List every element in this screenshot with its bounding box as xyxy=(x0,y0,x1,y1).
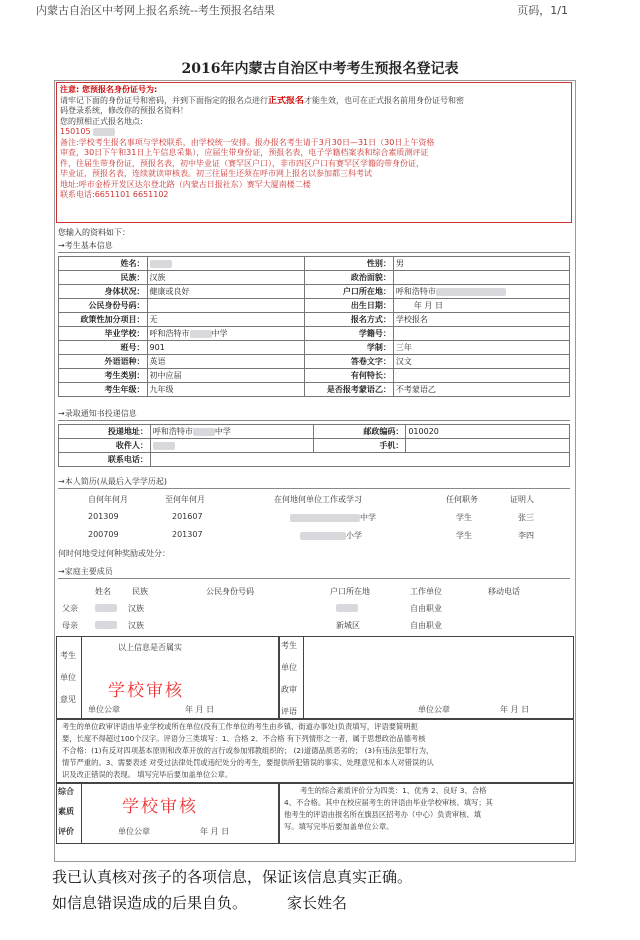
seal-label: 单位公章 xyxy=(118,827,150,836)
resume-cell: 李四 xyxy=(518,531,534,540)
review-label: 单位 xyxy=(281,663,297,672)
family-cell: 汉族 xyxy=(128,604,144,613)
family-cell: 汉族 xyxy=(128,621,144,630)
notice-box xyxy=(56,82,572,223)
confirm-question: 以上信息是否属实 xyxy=(118,643,182,652)
notice-line: 码登录系统，修改你的预报名资料！ xyxy=(60,106,188,115)
instruction-line: 要，长度不得超过100个汉字。评语分三类填写：1、合格 2、不合格 有下列情形之一者，属于思想政治品德考核 xyxy=(62,734,426,743)
family-cell: 父亲 xyxy=(62,604,78,613)
notice-line: 150105 xyxy=(60,127,568,138)
resume-cell: 201307 xyxy=(172,530,203,539)
resume-cell: 学生 xyxy=(456,513,472,522)
table-row: 身体状况： 健康或良好 户口所在地： 呼和浩特市 xyxy=(59,285,570,299)
resume-cell: 200709 xyxy=(88,530,119,539)
table-row: 民族： 汉族 政治面貌： xyxy=(59,271,570,285)
family-header: 民族 xyxy=(132,587,148,596)
notice-line: 注意: 您预报名身份证号为: xyxy=(60,85,158,94)
opinion-label: 意见 xyxy=(60,695,76,704)
notice-line: 毕业证，预报名表，连续就读审核表。初三往届生还须在呼市网上报名以参加都三科考试 xyxy=(60,169,372,178)
family-header: 户口所在地 xyxy=(330,587,370,596)
basic-info-table xyxy=(58,256,570,397)
school-review-stamp: 学校审核 xyxy=(108,681,184,701)
section-basic: →考生基本信息 xyxy=(58,240,570,253)
resume-header: 任何职务 xyxy=(446,495,478,504)
resume-cell: 小学 xyxy=(300,530,362,541)
family-cell: 自由职业 xyxy=(410,621,442,630)
table-row: 投递地址： 呼和浩特市 中学 邮政编码： 010020 xyxy=(59,425,570,439)
awards-label: 何时何地受过何种奖励或处分： xyxy=(58,549,170,558)
instruction-line: 识及改正错误的表现。 填写完毕后要加盖单位公章。 xyxy=(62,770,233,779)
entered-label: 您输入的资料如下： xyxy=(58,228,130,237)
table-row: 毕业学校： 呼和浩特市 中学 学籍号： xyxy=(59,327,570,341)
comprehensive-label: 综合 xyxy=(58,787,74,796)
form-title: 2016年内蒙古自治区中考考生预报名登记表 xyxy=(181,61,459,77)
section-resume: →本人简历(从最后入学学历起) xyxy=(58,476,570,489)
resume-cell: 201309 xyxy=(88,512,119,521)
print-header xyxy=(0,0,640,18)
table-row: 考生类别： 初中应届 有何特长： xyxy=(59,369,570,383)
review-label: 考生 xyxy=(281,641,297,650)
notice-line: 您的照相正式报名地点: xyxy=(60,116,143,126)
family-header: 姓名 xyxy=(95,587,111,596)
resume-header: 证明人 xyxy=(510,495,534,504)
mail-info-table xyxy=(58,424,570,467)
resume-header: 在何地何单位工作或学习 xyxy=(274,495,362,504)
family-cell: 自由职业 xyxy=(410,604,442,613)
family-header: 移动电话 xyxy=(488,587,520,596)
instruction-line: 情节严重的。3、需要表述 对受过法律处罚或违纪处分的考生，要提供所犯错误的事实、处理意见和本人对错误的认 xyxy=(62,758,434,767)
family-cell xyxy=(95,603,117,612)
comprehensive-label: 素质 xyxy=(58,807,74,816)
notice-line: 备注:学校考生报名事项与学校联系，由学校统一安排。报办报名考生请于3月30日—31日（30日上午资格 xyxy=(60,137,435,147)
family-header: 工作单位 xyxy=(410,587,442,596)
resume-header: 至何年何月 xyxy=(165,495,205,504)
system-title: 内蒙古自治区中考网上报名系统--考生预报名结果 xyxy=(36,4,275,17)
review-label: 评语 xyxy=(281,707,297,716)
notice-line: 请牢记下面的身份证号和密码，并到下面指定的报名点进行正式报名才能生效，也可在正式报名前用身份证号和密 xyxy=(60,95,465,106)
school-review-stamp: 学校审核 xyxy=(122,797,198,817)
notice-line: 联系电话:6651101 6651102 xyxy=(60,190,169,199)
family-cell xyxy=(95,620,117,629)
date-label: 年 月 日 xyxy=(500,705,530,714)
opinion-label: 考生 xyxy=(60,651,76,660)
pledge-line-1: 我已认真核对孩子的各项信息，保证该信息真实正确。 xyxy=(52,868,413,886)
resume-header: 自何年何月 xyxy=(88,495,128,504)
family-cell xyxy=(336,603,358,612)
family-cell: 母亲 xyxy=(62,621,78,630)
notice-line: 审查，30日下午和31日上午信息采集），应届生带身份证，预报名表，电子学籍档案表和综合素质测评证 xyxy=(60,148,429,157)
opinion-label: 单位 xyxy=(60,673,76,682)
comprehensive-label: 评价 xyxy=(58,827,74,836)
resume-cell: 学生 xyxy=(456,531,472,540)
table-row: 外语语种： 英语 答卷文字： 汉文 xyxy=(59,355,570,369)
seal-label: 单位公章 xyxy=(88,705,120,714)
notice-line: 地址:呼市金桥开发区达尔登北路（内蒙古日报社东）赛罕大厦南楼二楼 xyxy=(60,179,311,189)
instruction-line: 不合格：(1)有反对四项基本原则和改革开放的言行或参加邪教组织的； (2)道德品质恶劣的； (3)有违法犯罪行为， xyxy=(62,746,434,755)
review-label: 政审 xyxy=(281,685,297,694)
table-row: 班号： 901 学制： 三年 xyxy=(59,341,570,355)
table-row: 公民身份号码： 出生日期： 年 月 日 xyxy=(59,299,570,313)
date-label: 年 月 日 xyxy=(185,705,215,714)
family-cell: 新城区 xyxy=(336,621,360,630)
comprehensive-text: 写。填写完毕后要加盖单位公章。 xyxy=(284,822,394,831)
page-number: 页码，1/1 xyxy=(517,4,568,17)
table-row: 姓名： 性别： 男 xyxy=(59,257,570,271)
section-family: →家庭主要成员 xyxy=(58,566,570,579)
comprehensive-text: 他考生的评语由报名所在旗县区招考办（中心）负责审核、填 xyxy=(284,810,482,819)
parent-name-label: 家长姓名 xyxy=(287,894,348,912)
family-header: 公民身份号码 xyxy=(206,587,254,596)
comprehensive-text: 考生的综合素质评价分为四类：1、优秀 2、良好 3、合格 xyxy=(300,786,487,795)
notice-line: 件，往届生带身份证，预报名表，初中毕业证（赛罕区户口），非市四区户口有赛罕区学籍的带身份证， xyxy=(60,158,424,168)
date-label: 年 月 日 xyxy=(200,827,230,836)
pledge-line-2: 如信息错误造成的后果自负。 家长姓名 xyxy=(52,894,348,912)
table-row: 联系电话： xyxy=(59,453,570,467)
seal-label: 单位公章 xyxy=(418,705,450,714)
table-row: 考生年级： 九年级 是否报考蒙语乙： 不考蒙语乙 xyxy=(59,383,570,397)
instruction-line: 考生的单位政审评语由毕业学校或所在单位(没有工作单位的考生由乡镇、街道办事处)负责填写，评语要简明扼 xyxy=(62,722,418,731)
comprehensive-text: 4、不合格。其中在校应届考生的评语由毕业学校审核、填写；其 xyxy=(284,798,493,807)
table-row: 收件人： 手机： xyxy=(59,439,570,453)
resume-cell: 张三 xyxy=(518,513,534,522)
section-mail: →录取通知书投递信息 xyxy=(58,408,570,421)
resume-cell: 201607 xyxy=(172,512,203,521)
table-row: 政策性加分项目： 无 报名方式： 学校报名 xyxy=(59,313,570,327)
resume-cell: 中学 xyxy=(290,512,376,523)
